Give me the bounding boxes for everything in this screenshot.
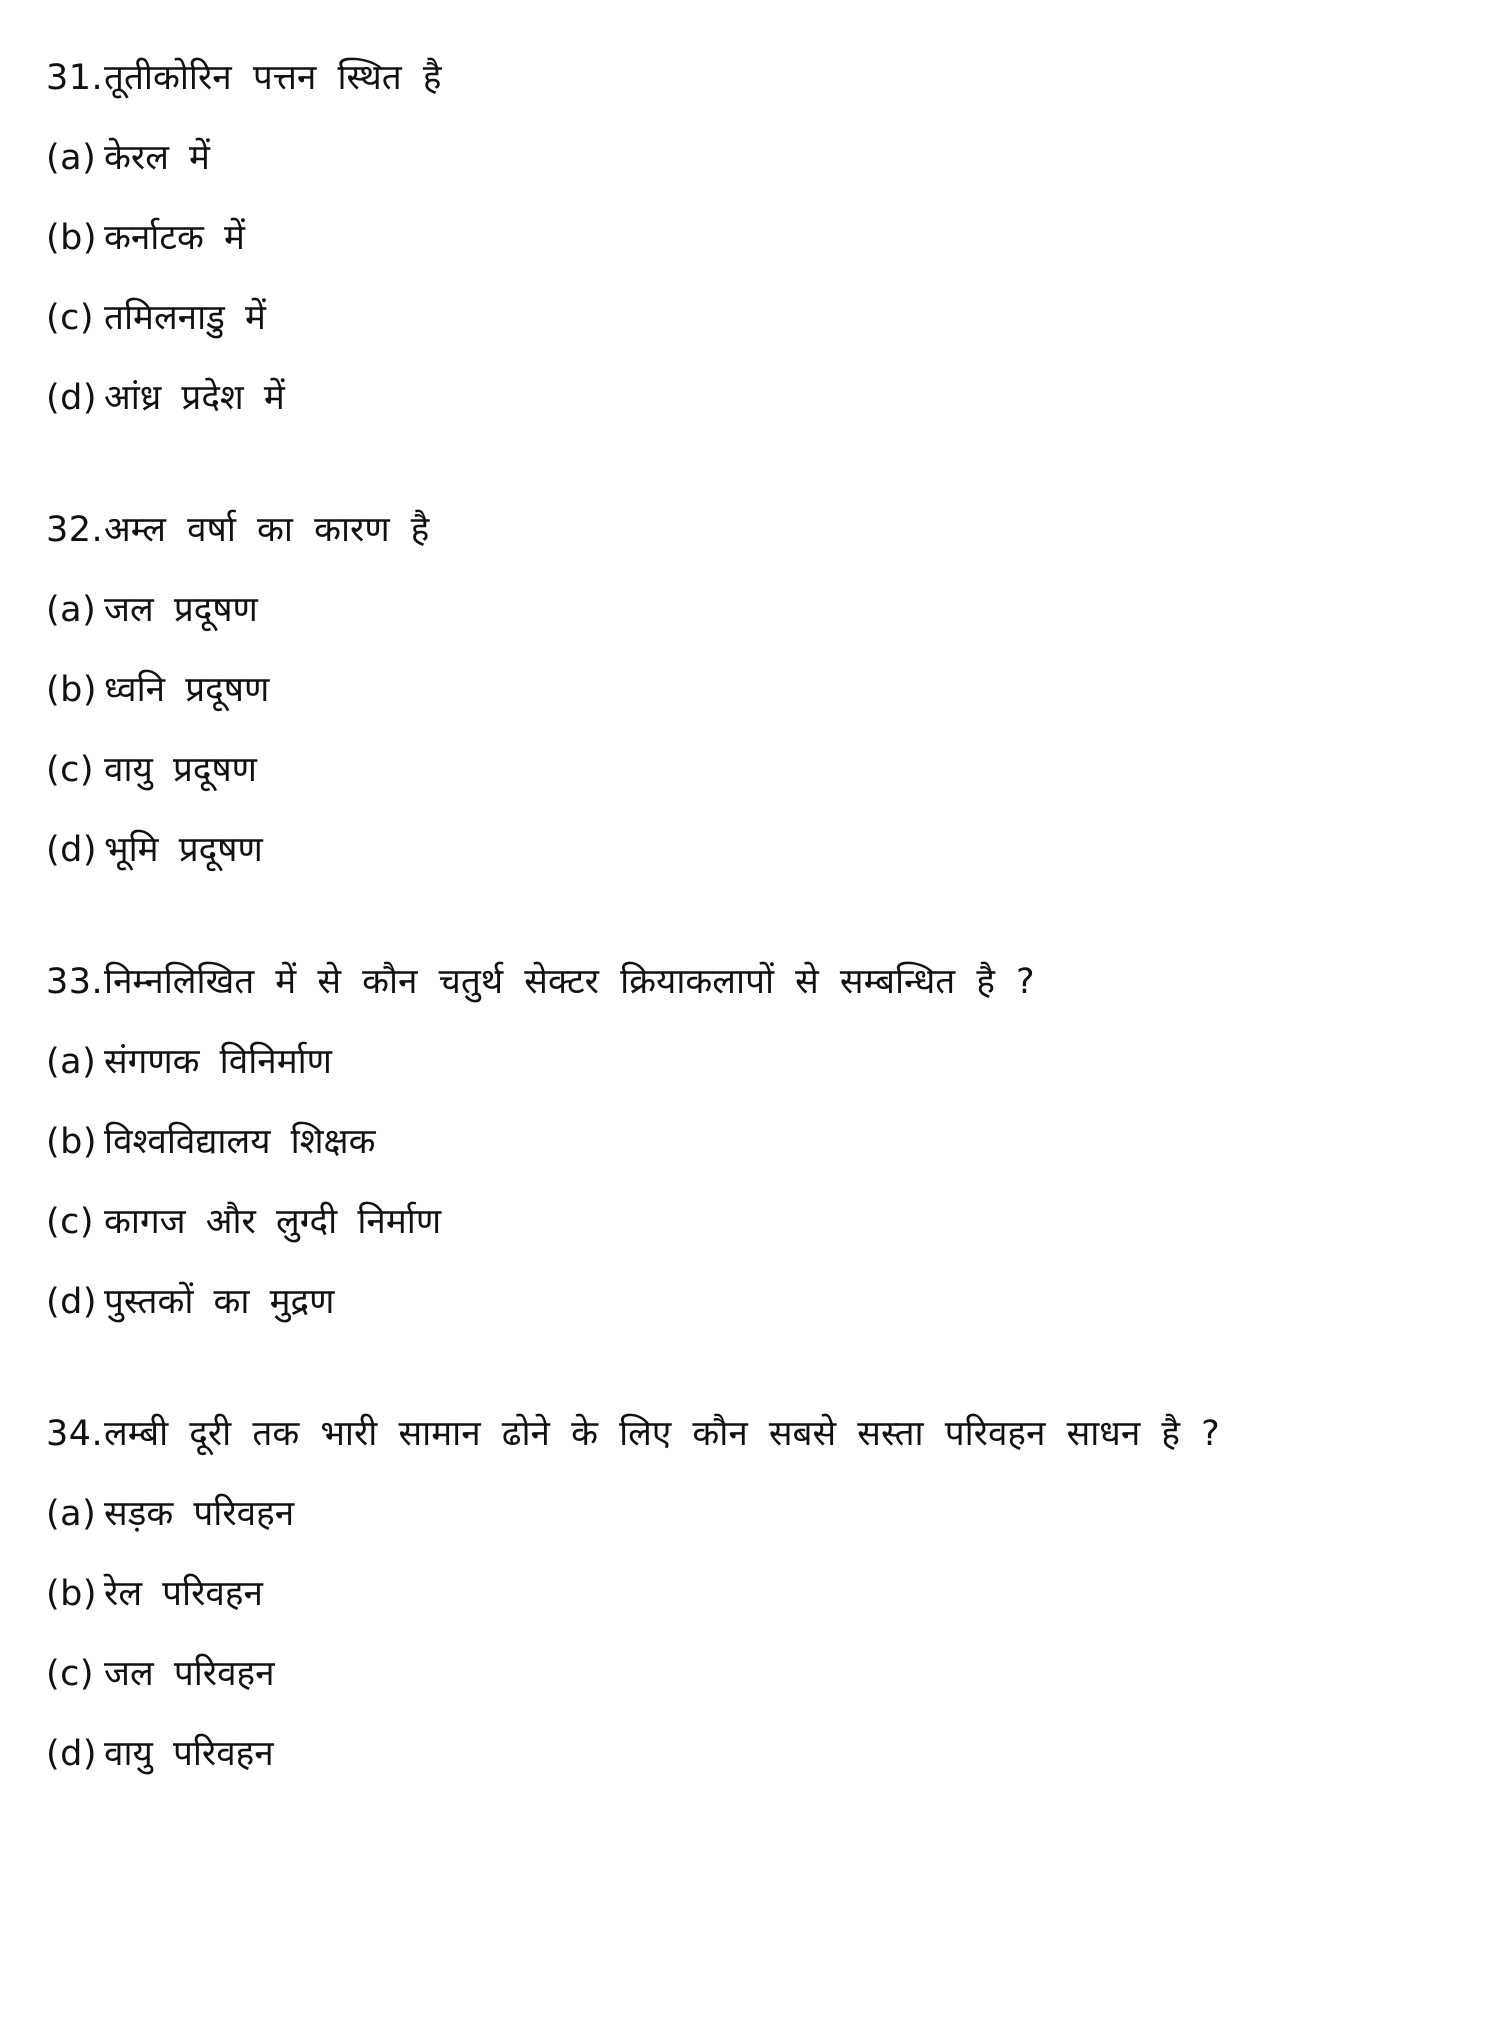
option-text: तमिलनाडु में bbox=[104, 298, 266, 338]
option-label: (c) bbox=[46, 1202, 95, 1242]
question-31-option-d bbox=[46, 372, 1475, 424]
question-31-line bbox=[46, 52, 1475, 104]
option-text: केरल में bbox=[104, 138, 210, 178]
option-text: जल परिवहन bbox=[104, 1654, 275, 1694]
question-31 bbox=[46, 52, 1475, 424]
option-text: सड़क परिवहन bbox=[104, 1494, 295, 1534]
question-text: लम्बी दूरी तक भारी सामान ढोने के लिए कौन सबसे सस्ता परिवहन साधन है ? bbox=[104, 1414, 1220, 1454]
option-label: (b) bbox=[46, 1122, 98, 1162]
option-label: (a) bbox=[46, 1042, 97, 1082]
option-text: जल प्रदूषण bbox=[104, 590, 258, 630]
option-text: रेल परिवहन bbox=[104, 1574, 263, 1614]
question-text: अम्ल वर्षा का कारण है bbox=[104, 510, 430, 550]
option-label: (d) bbox=[46, 1282, 98, 1322]
question-33-option-d bbox=[46, 1276, 1475, 1328]
option-text: ध्वनि प्रदूषण bbox=[104, 670, 270, 710]
option-label: (b) bbox=[46, 218, 98, 258]
question-text: निम्नलिखित में से कौन चतुर्थ सेक्टर क्रियाकलापों से सम्बन्धित है ? bbox=[104, 962, 1035, 1002]
question-32-option-c bbox=[46, 744, 1475, 796]
option-label: (a) bbox=[46, 1494, 97, 1534]
question-32 bbox=[46, 504, 1475, 876]
question-number: 31. bbox=[46, 58, 104, 98]
option-text: पुस्तकों का मुद्रण bbox=[104, 1282, 335, 1322]
option-label: (d) bbox=[46, 378, 98, 418]
option-label: (a) bbox=[46, 590, 97, 630]
option-text: कर्नाटक में bbox=[104, 218, 245, 258]
question-33-option-c bbox=[46, 1196, 1475, 1248]
question-number: 32. bbox=[46, 510, 104, 550]
question-31-option-a bbox=[46, 132, 1475, 184]
question-33-line bbox=[46, 956, 1475, 1008]
question-34 bbox=[46, 1408, 1475, 1780]
question-33 bbox=[46, 956, 1475, 1328]
question-32-option-a bbox=[46, 584, 1475, 636]
question-32-line bbox=[46, 504, 1475, 556]
option-text: वायु परिवहन bbox=[104, 1734, 274, 1774]
option-text: संगणक विनिर्माण bbox=[104, 1042, 332, 1082]
question-33-option-a bbox=[46, 1036, 1475, 1088]
option-label: (b) bbox=[46, 1574, 98, 1614]
option-label: (d) bbox=[46, 830, 98, 870]
option-text: कागज और लुग्दी निर्माण bbox=[104, 1202, 442, 1242]
question-text: तूतीकोरिन पत्तन स्थित है bbox=[104, 58, 442, 98]
question-number: 33. bbox=[46, 962, 104, 1002]
question-34-option-b bbox=[46, 1568, 1475, 1620]
option-label: (d) bbox=[46, 1734, 98, 1774]
question-34-line bbox=[46, 1408, 1475, 1460]
question-32-option-d bbox=[46, 824, 1475, 876]
option-text: वायु प्रदूषण bbox=[104, 750, 257, 790]
option-text: आंध्र प्रदेश में bbox=[104, 378, 285, 418]
option-text: भूमि प्रदूषण bbox=[104, 830, 263, 870]
option-label: (c) bbox=[46, 750, 95, 790]
option-label: (a) bbox=[46, 138, 97, 178]
option-label: (b) bbox=[46, 670, 98, 710]
option-label: (c) bbox=[46, 1654, 95, 1694]
question-31-option-b bbox=[46, 212, 1475, 264]
question-34-option-d bbox=[46, 1728, 1475, 1780]
question-31-option-c bbox=[46, 292, 1475, 344]
question-number: 34. bbox=[46, 1414, 104, 1454]
question-32-option-b bbox=[46, 664, 1475, 716]
question-33-option-b bbox=[46, 1116, 1475, 1168]
option-label: (c) bbox=[46, 298, 95, 338]
question-34-option-c bbox=[46, 1648, 1475, 1700]
question-34-option-a bbox=[46, 1488, 1475, 1540]
option-text: विश्वविद्यालय शिक्षक bbox=[104, 1122, 376, 1162]
